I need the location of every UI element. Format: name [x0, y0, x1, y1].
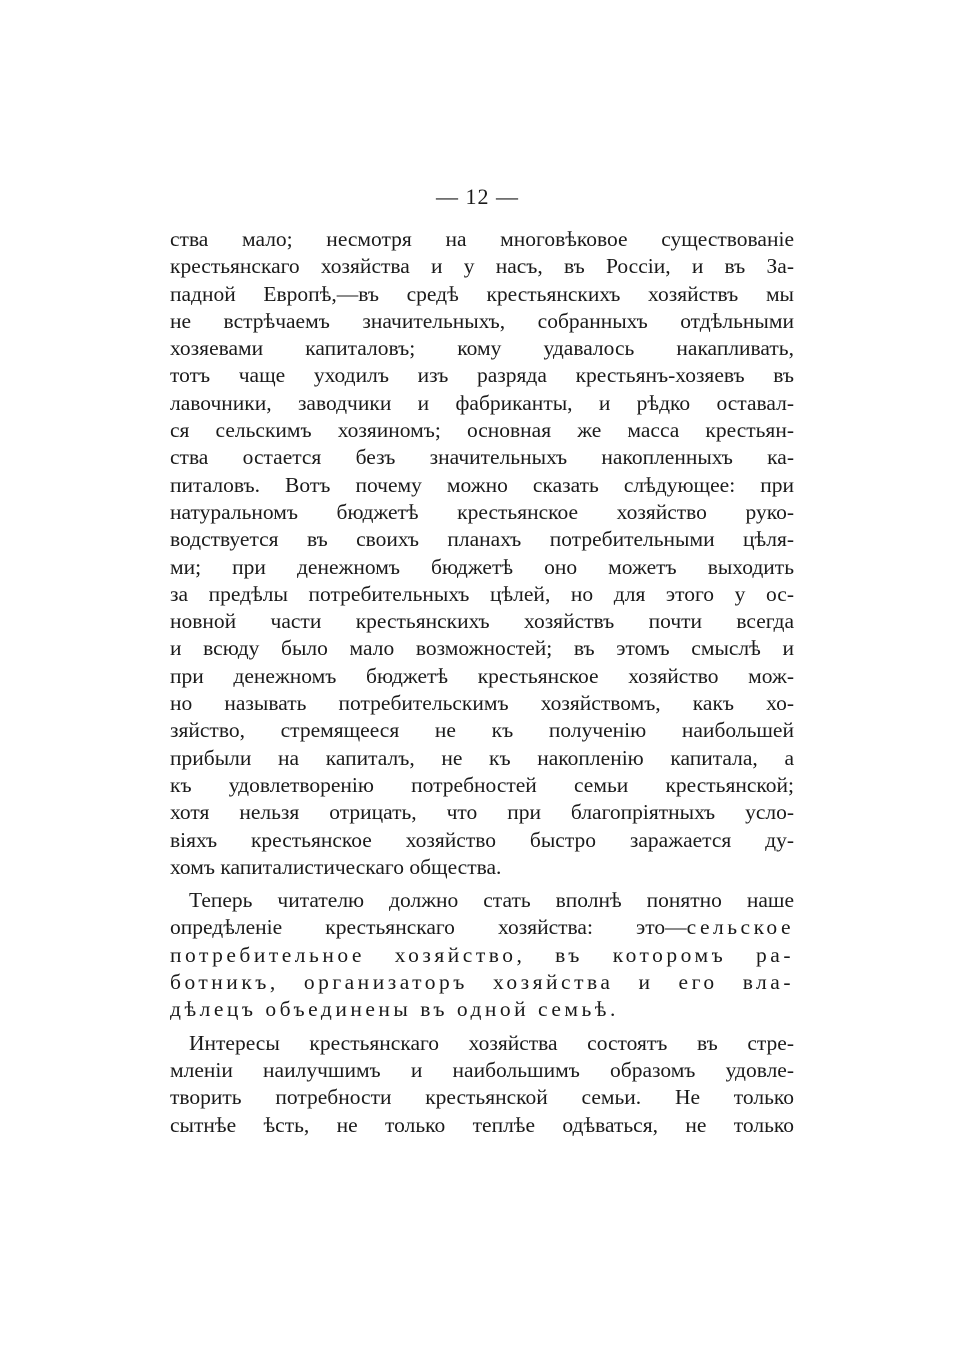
- text-line: хотя нельзя отрицать, что при благопріятныхъ усло-: [170, 800, 794, 825]
- text-line: Интересы крестьянскаго хозяйства состоятъ въ стре-: [189, 1030, 794, 1055]
- text-line: падной Европѣ,—въ средѣ крестьянскихъ хозяйствъ мы: [170, 281, 794, 306]
- text-line: мленіи наилучшимъ и наибольшимъ образомъ удовле-: [170, 1057, 794, 1082]
- text-line: питаловъ. Вотъ почему можно сказать слѣдующее: при: [170, 472, 794, 497]
- text-segment: опредѣленіе крестьянскаго хозяйства: это—: [170, 915, 687, 940]
- text-line: натуральномъ бюджетѣ крестьянское хозяйство руко-: [170, 499, 794, 524]
- text-line: ся сельскимъ хозяиномъ; основная же масса крестьян-: [170, 418, 794, 443]
- text-line: творить потребности крестьянской семьи. Не только: [170, 1085, 794, 1110]
- paragraph-2: [170, 887, 794, 1023]
- text-line: водствуется въ своихъ планахъ потребительными цѣля-: [170, 527, 794, 552]
- text-line: лавочники, заводчики и фабриканты, и рѣдко оставал-: [170, 390, 794, 415]
- page-number: — 12 —: [436, 184, 519, 209]
- text-line: хозяевами капиталовъ; кому удавалось накапливать,: [170, 336, 794, 361]
- text-line: хомъ капиталистическаго общества.: [170, 854, 502, 879]
- text-line: къ удовлетворенію потребностей семьи крестьянской;: [170, 772, 794, 797]
- text-line: при денежномъ бюджетѣ крестьянское хозяйство мож-: [170, 663, 794, 688]
- text-line: но называть потребительскимъ хозяйствомъ, какъ хо-: [170, 691, 794, 716]
- text-line: тотъ чаще уходилъ изъ разряда крестьянъ-хозяевъ въ: [170, 363, 794, 388]
- text-line: Теперь читателю должно стать вполнѣ понятно наше: [189, 888, 794, 913]
- emphasized-text: сельское: [686, 915, 794, 940]
- text-line: віяхъ крестьянское хозяйство быстро заражается ду-: [170, 827, 794, 852]
- text-line: ми; при денежномъ бюджетѣ оно можетъ выходить: [170, 554, 794, 579]
- text-line: сытнѣе ѣсть, не только теплѣе одѣваться, не только: [170, 1112, 794, 1137]
- text-line: за предѣлы потребительныхъ цѣлей, но для этого у ос-: [170, 581, 794, 606]
- emphasized-line: потребительное хозяйство, въ которомъ ра-: [170, 942, 794, 967]
- text-line: и всюду было мало возможностей; въ этомъ смыслѣ и: [170, 636, 794, 661]
- text-line: зяйство, стремящееся не къ полученію наибольшей: [170, 718, 794, 743]
- text-line: новной части крестьянскихъ хозяйствъ почти всегда: [170, 609, 794, 634]
- text-line: ства остается безъ значительныхъ накопленныхъ ка-: [170, 445, 794, 470]
- paragraph-3: [170, 1030, 794, 1139]
- text-line: [170, 914, 794, 941]
- text-line: ства мало; несмотря на многовѣковое существованіе: [170, 227, 794, 251]
- text-line: прибыли на капиталъ, не къ накопленію капитала, а: [170, 745, 794, 770]
- body-text: [170, 226, 794, 1139]
- emphasized-line: ботникъ, организаторъ хозяйства и его вла-: [170, 970, 794, 995]
- text-line: крестьянскаго хозяйства и у насъ, въ Россіи, и въ За-: [170, 254, 794, 279]
- emphasized-line: дѣлецъ объединены въ одной семьѣ.: [170, 997, 619, 1022]
- text-line: не встрѣчаемъ значительныхъ, собранныхъ отдѣльными: [170, 308, 794, 333]
- paragraph-1: [170, 226, 794, 881]
